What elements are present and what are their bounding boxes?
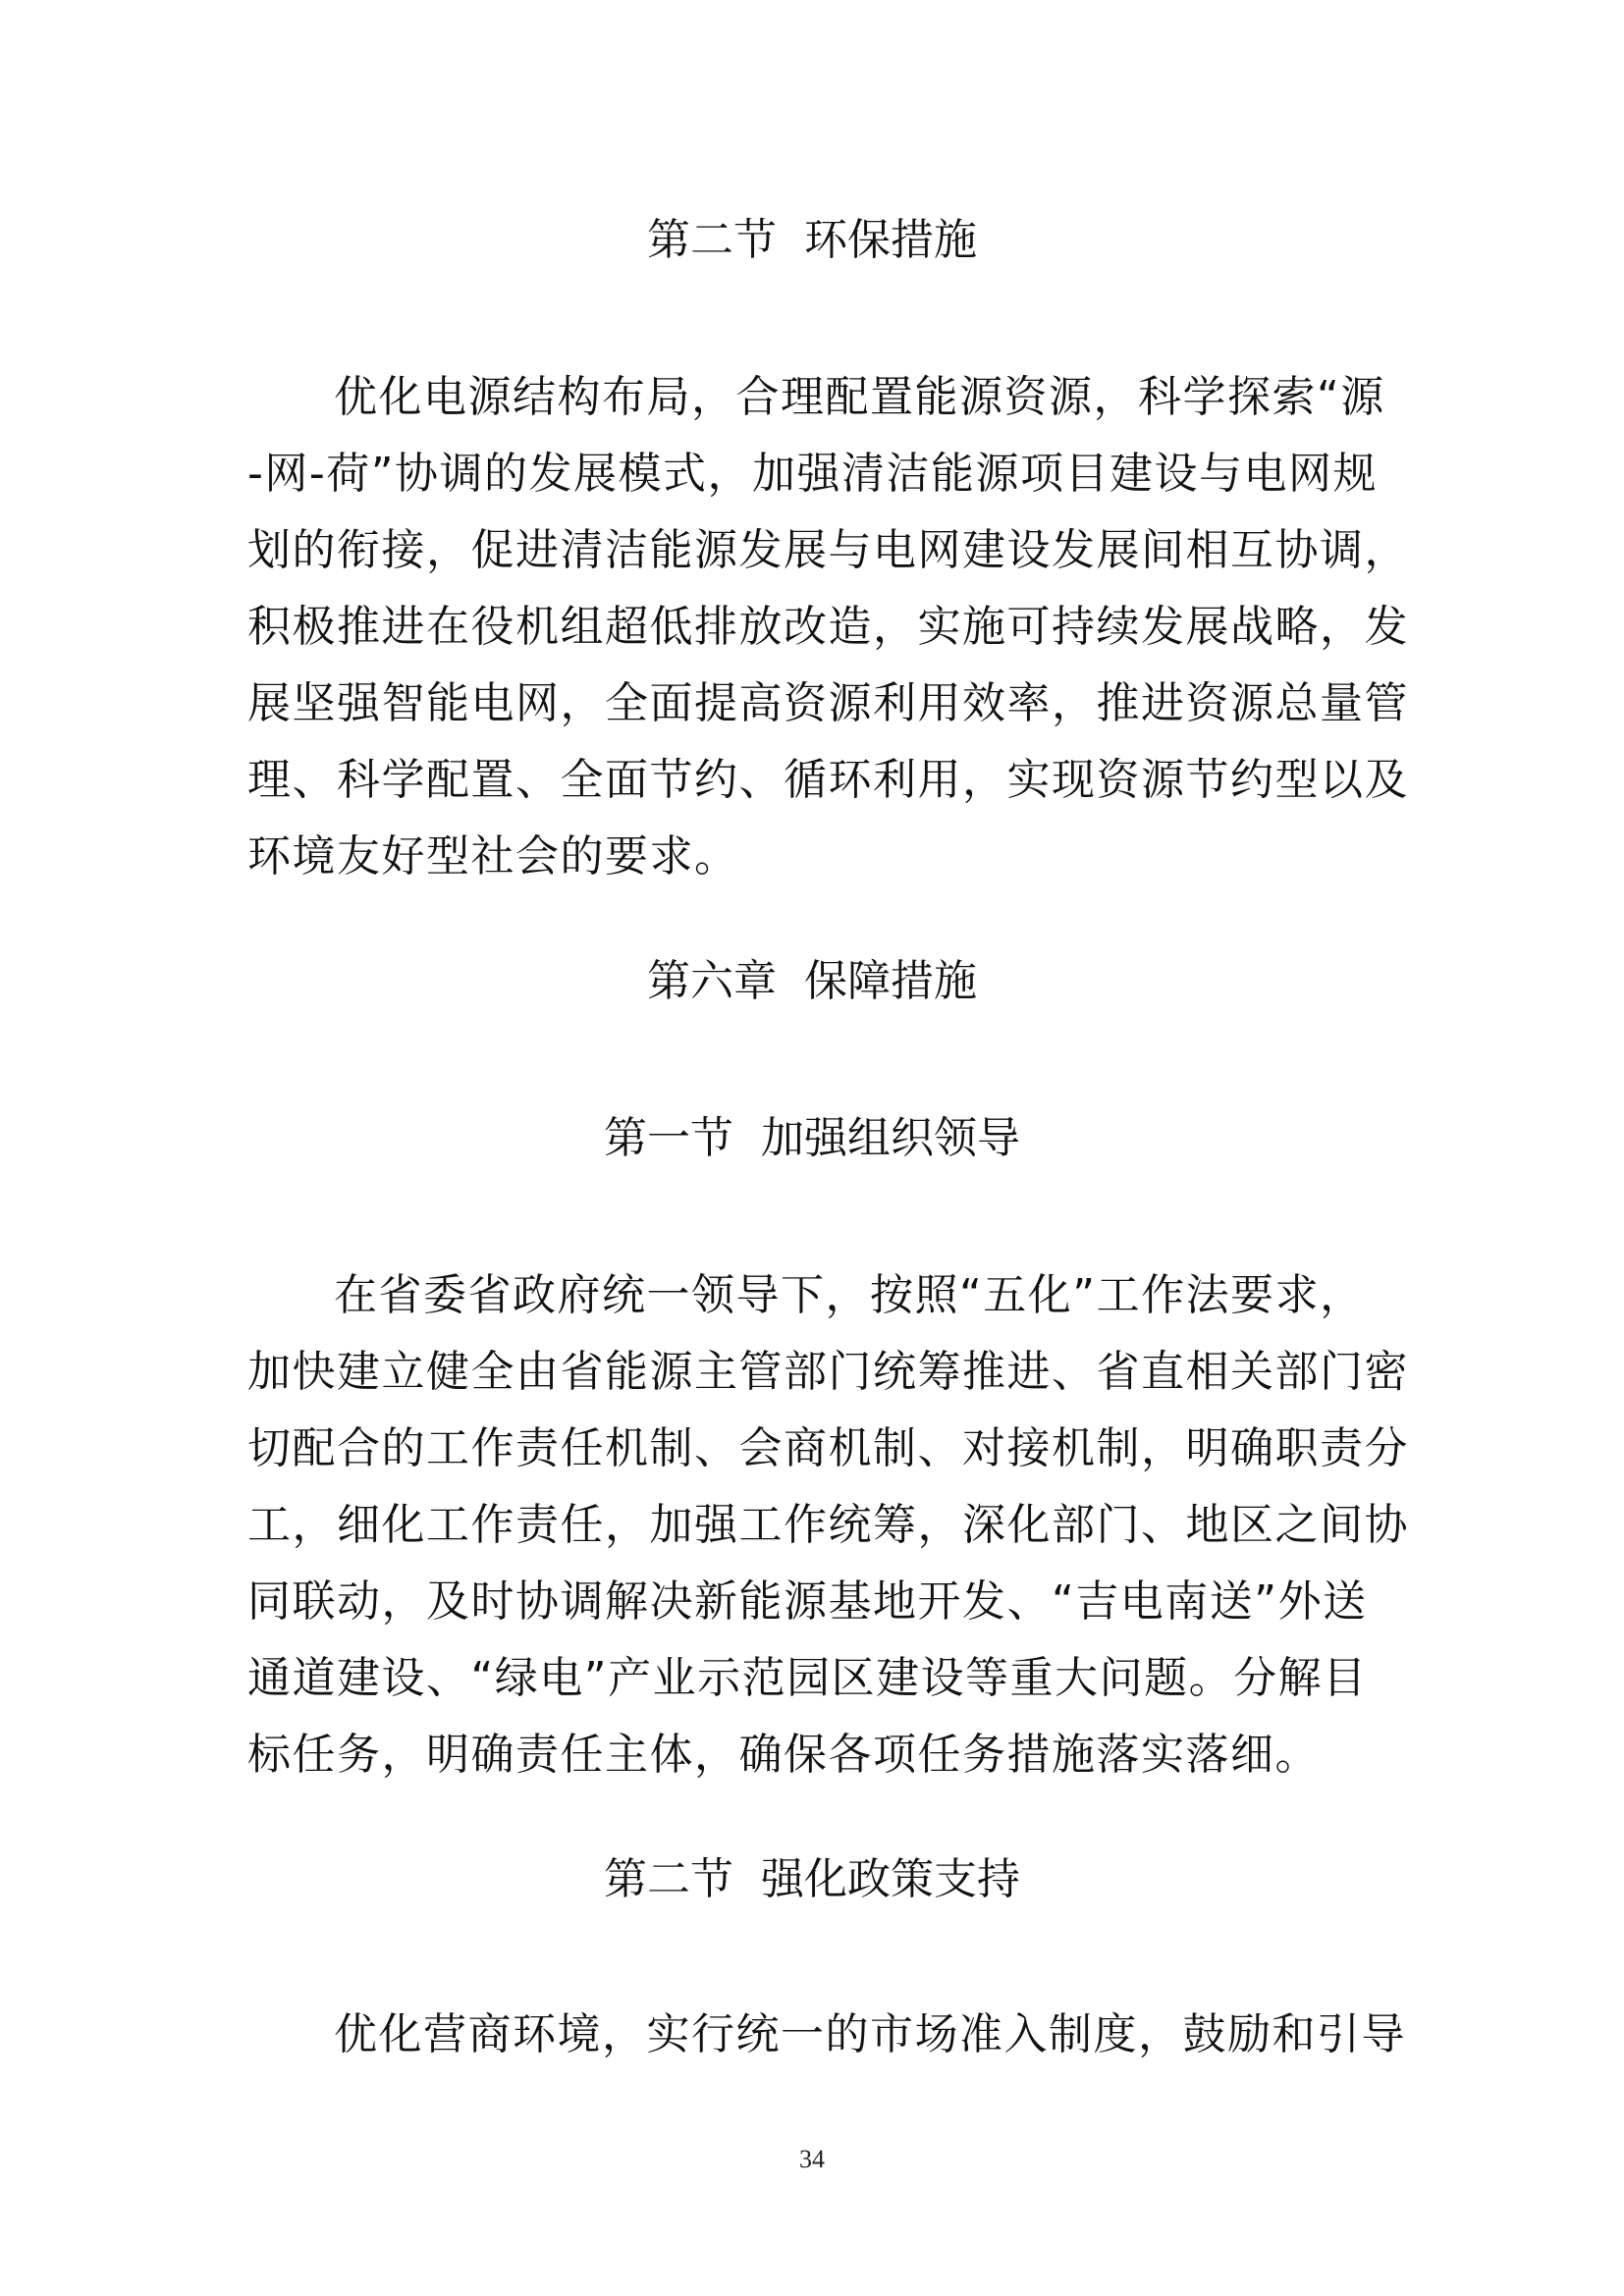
paragraph-line: 展坚强智能电网，全面提高资源利用效率，推进资源总量管: [247, 678, 1409, 728]
paragraph-line: 在省委省政府统一领导下，按照“五化”工作法要求，: [334, 1270, 1365, 1320]
paragraph-line: 通道建设、“绿电”产业示范园区建设等重大问题。分解目: [247, 1653, 1368, 1703]
paragraph-line: 优化电源结构布局，合理配置能源资源，科学探索“源: [334, 372, 1385, 422]
section-heading-policy-support: 第二节 强化政策支持: [604, 1854, 1020, 1904]
paragraph-line: 切配合的工作责任机制、会商机制、对接机制，明确职责分: [247, 1423, 1409, 1473]
paragraph-line: 同联动，及时协调解决新能源基地开发、“吉电南送”外送: [247, 1576, 1368, 1627]
section-heading-organizational-leadership: 第一节 加强组织领导: [604, 1113, 1020, 1163]
paragraph-line: 工，细化工作责任，加强工作统筹，深化部门、地区之间协: [247, 1500, 1409, 1550]
page-number: 34: [799, 2145, 825, 2173]
section-heading-environmental-measures: 第二节 环保措施: [647, 215, 977, 265]
paragraph-line: -网-荷”协调的发展模式，加强清洁能源项目建设与电网规: [247, 449, 1379, 499]
chapter-heading-safeguard-measures: 第六章 保障措施: [647, 956, 977, 1006]
paragraph-line: 划的衔接，促进清洁能源发展与电网建设发展间相互协调，: [247, 525, 1409, 575]
paragraph-line: 环境友好型社会的要求。: [247, 831, 739, 881]
paragraph-line: 加快建立健全由省能源主管部门统筹推进、省直相关部门密: [247, 1347, 1409, 1397]
paragraph-line: 积极推进在役机组超低排放改造，实施可持续发展战略，发: [247, 602, 1409, 652]
paragraph-line: 理、科学配置、全面节约、循环利用，实现资源节约型以及: [247, 755, 1409, 805]
paragraph-line: 优化营商环境，实行统一的市场准入制度，鼓励和引导: [334, 2009, 1406, 2059]
paragraph-line: 标任务，明确责任主体，确保各项任务措施落实落细。: [247, 1730, 1320, 1780]
